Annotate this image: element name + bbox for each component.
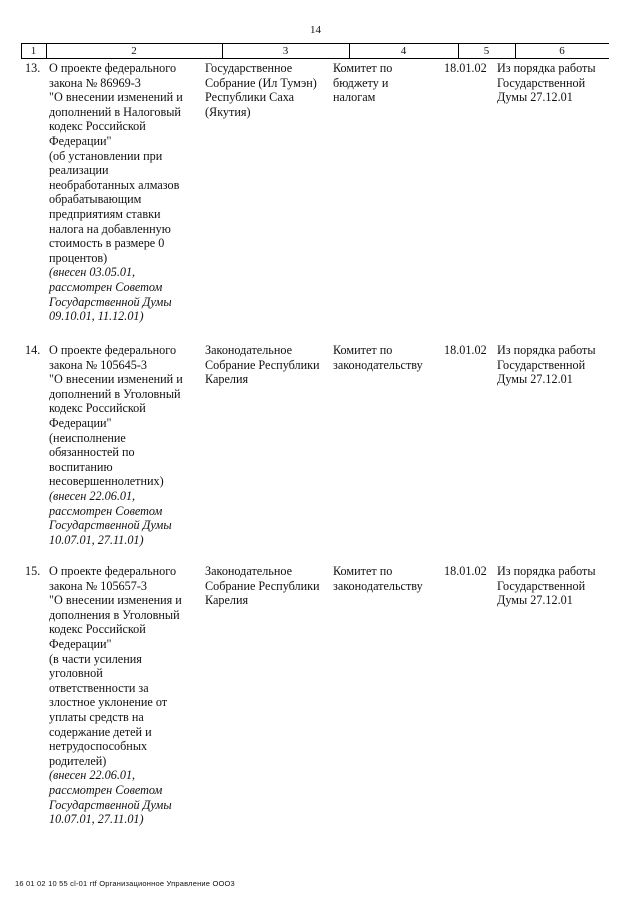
description-line: О проекте федерального: [49, 564, 177, 578]
originator-cell-line: (Якутия): [205, 104, 251, 119]
header-col-1: 1: [30, 45, 37, 57]
status-cell-line: Думы 27.12.01: [497, 372, 573, 387]
footer-stamp: 16 01 02 10 55 cl-01 rtf Организационное Управление ООО3: [15, 879, 235, 888]
description-cell: [49, 61, 199, 324]
committee-cell-line: бюджету и: [333, 75, 389, 90]
description-line: Федерации": [49, 636, 112, 651]
status-cell: [497, 343, 609, 387]
description-line: необработанных алмазов: [49, 177, 180, 192]
originator-cell-line: Государственное: [205, 61, 293, 75]
originator-cell-line: Карелия: [205, 593, 249, 608]
committee-cell-line: Комитет по: [333, 564, 393, 578]
committee-cell: [333, 343, 443, 372]
description-line: уголовной: [49, 666, 103, 681]
description-line: кодекс Российской: [49, 401, 146, 416]
originator-cell-line: Законодательное: [205, 564, 293, 578]
status-cell-line: Из порядка работы: [497, 343, 596, 357]
description-line: "О внесении изменений и: [49, 372, 183, 387]
description-line: воспитанию: [49, 459, 113, 474]
description-line: обязанностей по: [49, 445, 135, 460]
date-cell: 18.01.02: [444, 61, 487, 75]
originator-cell: [205, 564, 330, 608]
description-line: Федерации": [49, 415, 112, 430]
page-number: 14: [310, 24, 321, 36]
description-line: "О внесении изменений и: [49, 90, 183, 105]
originator-cell-line: Собрание Республики: [205, 578, 320, 593]
submission-note-line: Государственной Думы: [49, 294, 172, 309]
description-line: дополнения в Уголовный: [49, 607, 180, 622]
description-line: нетрудоспособных: [49, 739, 148, 754]
description-line: содержание детей и: [49, 724, 152, 739]
description-line: стоимость в размере 0: [49, 236, 165, 251]
header-col-4: 4: [400, 45, 407, 57]
date-cell: 18.01.02: [444, 564, 487, 578]
submission-note-line: Государственной Думы: [49, 518, 172, 533]
submission-note-line: рассмотрен Советом: [49, 782, 163, 797]
status-cell-line: Государственной: [497, 578, 586, 593]
description-line: родителей): [49, 753, 107, 768]
originator-cell-line: Карелия: [205, 372, 249, 387]
description-line: злостное уклонение от: [49, 695, 168, 710]
description-line: кодекс Российской: [49, 119, 146, 134]
description-line: "О внесении изменения и: [49, 593, 182, 608]
committee-cell: [333, 61, 443, 105]
description-line: закона № 86969-3: [49, 75, 141, 90]
description-line: Федерации": [49, 133, 112, 148]
originator-cell-line: Законодательное: [205, 343, 293, 357]
description-line: закона № 105645-3: [49, 357, 147, 372]
description-line: несовершеннолетних): [49, 474, 164, 489]
status-cell: [497, 61, 609, 105]
status-cell-line: Думы 27.12.01: [497, 90, 573, 105]
status-cell-line: Государственной: [497, 357, 586, 372]
committee-cell: [333, 564, 443, 593]
originator-cell: [205, 61, 330, 119]
submission-note-line: рассмотрен Советом: [49, 279, 163, 294]
description-line: предприятиям ставки: [49, 206, 161, 221]
submission-note-line: Государственной Думы: [49, 797, 172, 812]
submission-note-line: (внесен 22.06.01,: [49, 488, 136, 503]
header-col-5: 5: [483, 45, 490, 57]
description-line: дополнений в Налоговый: [49, 104, 181, 119]
description-cell: [49, 564, 199, 827]
description-line: уплаты средств на: [49, 709, 144, 724]
row-number: 13.: [25, 61, 41, 75]
status-cell-line: Из порядка работы: [497, 61, 596, 75]
description-line: кодекс Российской: [49, 622, 146, 637]
description-line: закона № 105657-3: [49, 578, 147, 593]
committee-cell-line: налогам: [333, 90, 376, 105]
submission-note-line: (внесен 22.06.01,: [49, 768, 136, 783]
description-line: (неисполнение: [49, 430, 126, 445]
status-cell-line: Государственной: [497, 75, 586, 90]
status-cell: [497, 564, 609, 608]
submission-note-line: 10.07.01, 27.11.01): [49, 812, 144, 827]
originator-cell-line: Собрание (Ил Тумэн): [205, 75, 317, 90]
table-header: [21, 43, 609, 59]
header-col-2: 2: [131, 45, 137, 57]
row-number: 15.: [25, 564, 41, 578]
originator-cell-line: Собрание Республики: [205, 357, 320, 372]
description-line: (в части усиления: [49, 651, 142, 666]
header-col-3: 3: [282, 45, 289, 57]
submission-note-line: 09.10.01, 11.12.01): [49, 309, 144, 324]
description-line: налога на добавленную: [49, 221, 171, 236]
committee-cell-line: законодательству: [333, 578, 423, 593]
submission-note-line: (внесен 03.05.01,: [49, 265, 136, 280]
description-line: реализации: [49, 163, 109, 178]
originator-cell-line: Республики Саха: [205, 90, 295, 105]
status-cell-line: Думы 27.12.01: [497, 593, 573, 608]
date-cell: 18.01.02: [444, 343, 487, 357]
originator-cell: [205, 343, 330, 387]
header-col-6: 6: [559, 45, 565, 57]
description-line: дополнений в Уголовный: [49, 386, 181, 401]
committee-cell-line: Комитет по: [333, 61, 393, 75]
description-line: процентов): [49, 250, 108, 265]
description-cell: [49, 343, 199, 547]
submission-note-line: рассмотрен Советом: [49, 503, 163, 518]
description-line: О проекте федерального: [49, 343, 177, 357]
description-line: ответственности за: [49, 680, 149, 695]
description-line: О проекте федерального: [49, 61, 177, 75]
description-line: обрабатывающим: [49, 192, 142, 207]
description-line: (об установлении при: [49, 148, 163, 163]
status-cell-line: Из порядка работы: [497, 564, 596, 578]
row-number: 14.: [25, 343, 41, 357]
committee-cell-line: законодательству: [333, 357, 423, 372]
committee-cell-line: Комитет по: [333, 343, 393, 357]
submission-note-line: 10.07.01, 27.11.01): [49, 532, 144, 547]
